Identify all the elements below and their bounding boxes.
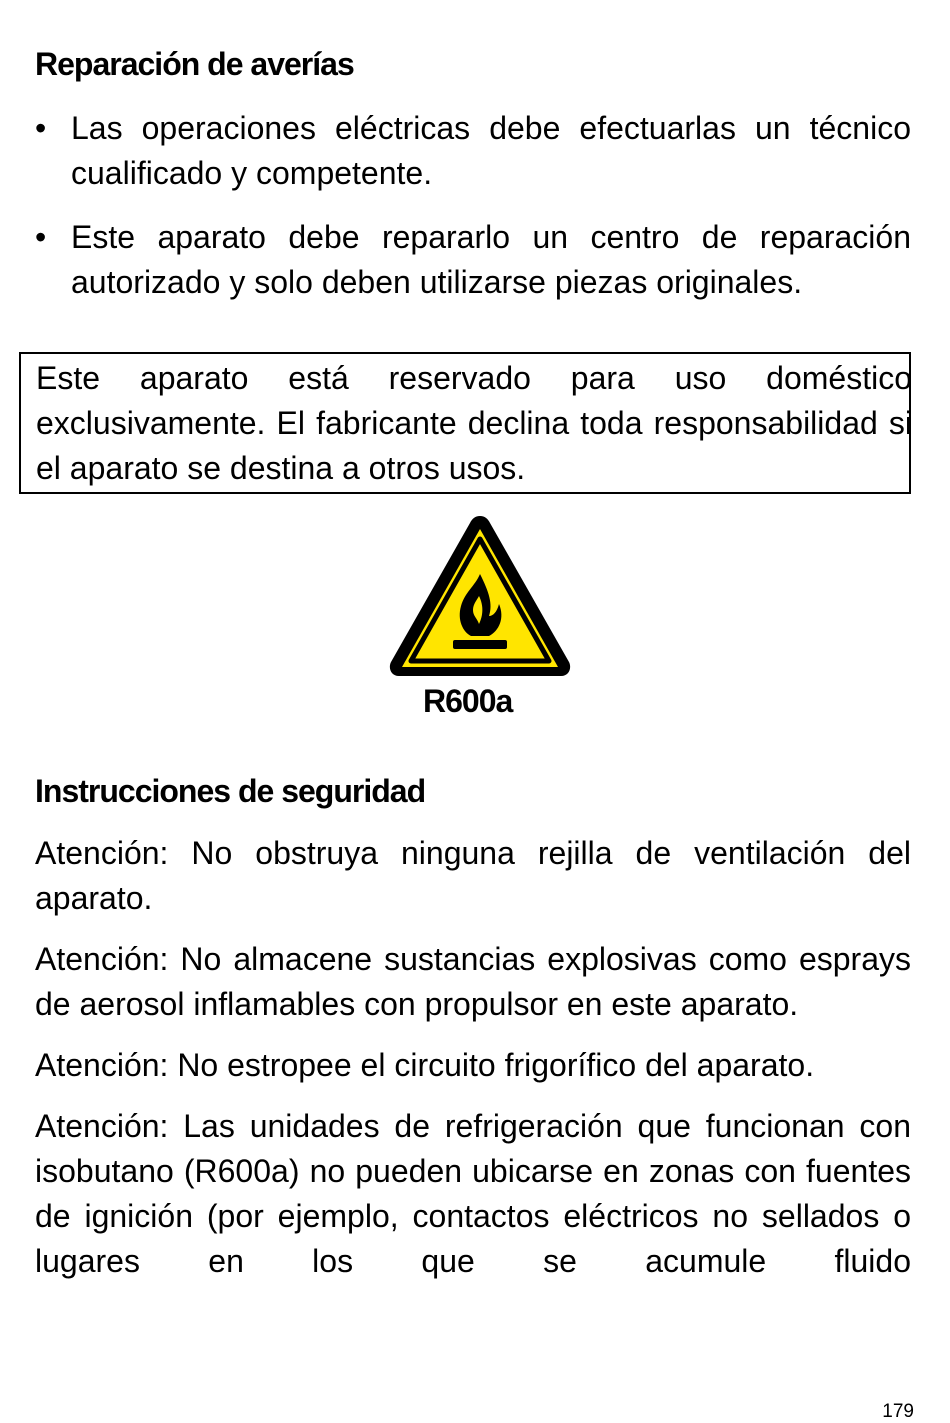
bullet-text: Este aparato debe repararlo un centro de reparación autorizado y solo deben utilizarse piezas originales. [71, 219, 911, 300]
bullet-dot: • [35, 110, 47, 146]
repair-bullet-list [35, 106, 911, 324]
flammable-warning-triangle-icon [387, 512, 573, 682]
page-number: 179 [882, 1401, 914, 1422]
section-heading-safety: Instrucciones de seguridad [35, 773, 426, 809]
safety-paragraph: Atención: No obstruya ninguna rejilla de ventilación del aparato. [35, 835, 911, 916]
notice-text: Este aparato está reservado para uso doméstico exclusivamente. El fabricante declina toda responsabilidad si el aparato se destina a otros usos. [36, 360, 912, 486]
bullet-dot: • [35, 219, 47, 255]
safety-paragraphs [35, 831, 911, 1300]
safety-paragraph: Atención: No almacene sustancias explosivas como esprays de aerosol inflamables con propulsor en este aparato. [35, 941, 911, 1022]
safety-paragraph: Atención: Las unidades de refrigeración que funcionan con isobutano (R600a) no pueden ubicarse en zonas con fuentes de ignición (por ejemplo, contactos eléctricos no sellados o lugares en los que se acumule fluido [35, 1108, 911, 1279]
safety-paragraph: Atención: No estropee el circuito frigorífico del aparato. [35, 1047, 815, 1083]
section-heading-repair: Reparación de averías [35, 46, 354, 82]
bullet-text: Las operaciones eléctricas debe efectuarlas un técnico cualificado y competente. [71, 110, 911, 191]
refrigerant-label: R600a [423, 683, 513, 719]
bullet-item [35, 215, 911, 305]
domestic-use-notice-box [19, 352, 911, 494]
bullet-item [35, 106, 911, 196]
